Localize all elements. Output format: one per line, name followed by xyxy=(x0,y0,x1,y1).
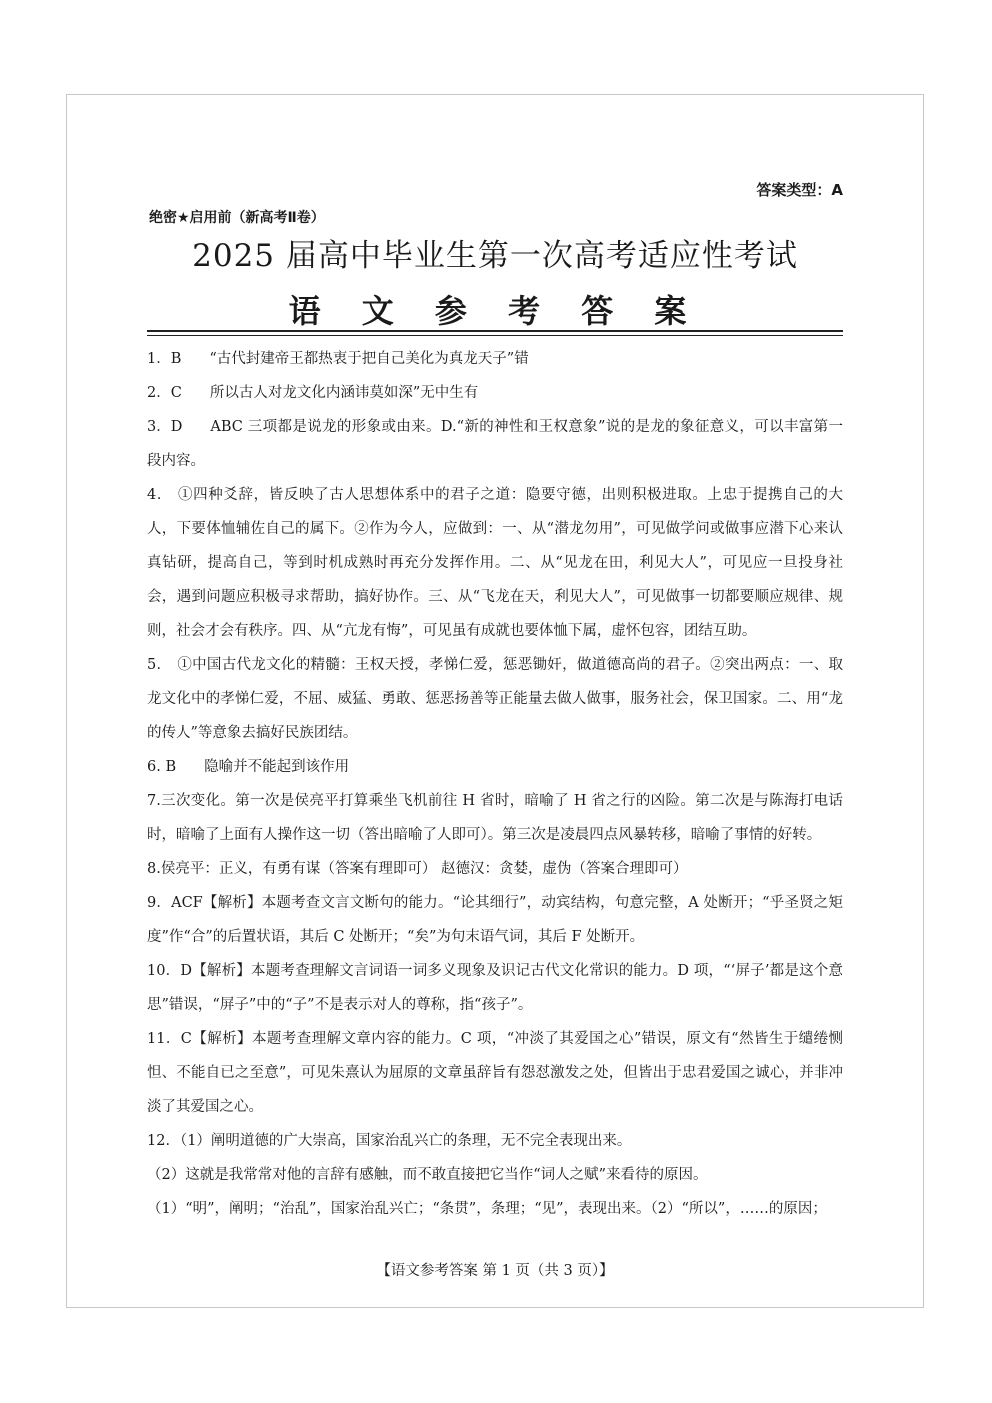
answer-item xyxy=(147,376,843,410)
answer-text: ①中国古代龙文化的精髓：王权天授，孝悌仁爱，惩恶锄奸，做道德高尚的君子。②突出两点：一、取龙文化中的孝悌仁爱，不屈、威猛、勇敢、惩恶扬善等正能量去做人做事，服务社会，保卫国家。二、用“龙的传人”等意象去搞好民族团结。 xyxy=(147,657,843,741)
title-rule-thin xyxy=(147,335,843,336)
answer-text: 三次变化。第一次是侯亮平打算乘坐飞机前往 H 省时，暗喻了 H 省之行的凶险。第二次是与陈海打电话时，暗喻了上面有人操作这一切（答出暗喻了人即可）。第三次是凌晨四点风暴转移，暗喻了事情的好转。 xyxy=(147,793,843,843)
answer-number: 1．B xyxy=(147,351,182,367)
answer-number: 6. B xyxy=(147,759,177,775)
answer-text: ①四种爻辞，皆反映了古人思想体系中的君子之道：隐要守德，出则积极进取。上忠于提携自己的大人，下要体恤辅佐自己的属下。②作为今人，应做到：一、从“潜龙勿用”，可见做学问或做事应潜下心来认真钻研，提高自己，等到时机成熟时再充分发挥作用。二、从“见龙在田，利见大人”，可见应一旦投身社会，遇到问题应积极寻求帮助，搞好协作。三、从“飞龙在天，利见大人”，可见做事一切都要顺应规律、规则，社会才会有秩序。四、从“亢龙有悔”，可见虽有成就也要体恤下属，虚怀包容，团结互助。 xyxy=(147,487,843,639)
answer-item xyxy=(147,648,843,750)
answer-subitem xyxy=(147,1192,843,1226)
answer-number: 5． xyxy=(147,657,172,673)
answer-number: 2．C xyxy=(147,385,182,401)
answer-item xyxy=(147,784,843,852)
answer-item xyxy=(147,1124,843,1158)
answer-text: ACF【解析】本题考查文言文断句的能力。“论其细行”，动宾结构，句意完整，A 处断开；“乎圣贤之矩度”作“合”的后置状语，其后 C 处断开；“矣”为句末语气词，其后 F 处断开。 xyxy=(147,895,843,945)
exam-title: 2025 届高中毕业生第一次高考适应性考试 xyxy=(192,238,798,274)
answer-number: 10． xyxy=(147,963,181,979)
answer-text: “古代封建帝王都热衷于把自己美化为真龙天子”错 xyxy=(209,351,529,367)
title-rule-thick xyxy=(147,330,843,332)
page-footer: 【语文参考答案 第 1 页（共 3 页）】 xyxy=(376,1263,614,1279)
answer-item xyxy=(147,852,843,886)
answer-number: 7. xyxy=(147,793,161,809)
answer-item xyxy=(147,1022,843,1124)
answer-item xyxy=(147,410,843,478)
confidentiality-notice: 绝密★启用前（新高考Ⅱ卷） xyxy=(149,210,325,226)
subject-title: 语 文 参 考 答 案 xyxy=(288,292,702,330)
answer-text: （1）“明”，阐明；“治乱”，国家治乱兴亡；“条贯”，条理；“见”，表现出来。（2）“所以”，……的原因； xyxy=(147,1201,827,1217)
answer-list xyxy=(147,342,843,1226)
answer-item xyxy=(147,478,843,648)
answer-item xyxy=(147,886,843,954)
answer-text: 侯亮平：正义，有勇有谋（答案有理即可） 赵德汉：贪婪，虚伪（答案合理即可） xyxy=(160,861,688,877)
answer-number: 3．D xyxy=(147,419,183,435)
answer-text: （2）这就是我常常对他的言辞有感触，而不敢直接把它当作“词人之赋”来看待的原因。 xyxy=(147,1167,708,1183)
answer-number: 9． xyxy=(147,895,172,911)
answer-item xyxy=(147,750,843,784)
answer-text: 所以古人对龙文化内涵讳莫如深”无中生有 xyxy=(209,385,479,401)
answer-sheet xyxy=(66,94,924,1308)
answer-type-label: 答案类型：A xyxy=(756,181,843,199)
answer-number: 4． xyxy=(147,487,172,503)
answer-text: D【解析】本题考查理解文言词语一词多义现象及识记古代文化常识的能力。D 项，“‘屏子’都是这个意思”错误，“屏子”中的“子”不是表示对人的尊称，指“孩子”。 xyxy=(147,963,843,1013)
answer-number: 8. xyxy=(147,861,161,877)
answer-text: ABC 三项都是说龙的形象或由来。D.“新的神性和王权意象”说的是龙的象征意义，可以丰富第一段内容。 xyxy=(147,419,843,469)
answer-number: 12． xyxy=(147,1133,180,1149)
answer-subitem xyxy=(147,1158,843,1192)
answer-item xyxy=(147,954,843,1022)
answer-number: 11． xyxy=(147,1031,181,1047)
answer-text: 隐喻并不能起到该作用 xyxy=(204,759,350,775)
answer-item xyxy=(147,342,843,376)
answer-text: （1）阐明道德的广大崇高，国家治乱兴亡的条理，无不完全表现出来。 xyxy=(179,1133,632,1149)
answer-text: C【解析】本题考查理解文章内容的能力。C 项，“冲淡了其爱国之心”错误，原文有“然皆生于缱绻恻怛、不能自已之至意”，可见朱熹认为屈原的文章虽辞旨有怨怼激发之处，但皆出于忠君爱国之诚心，并非冲淡了其爱国之心。 xyxy=(147,1031,843,1115)
